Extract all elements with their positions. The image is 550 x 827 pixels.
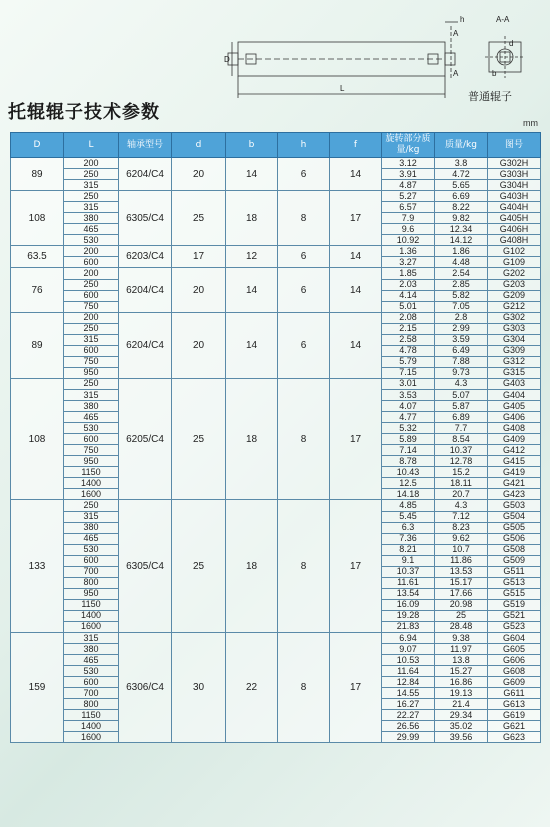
- cell-mass: 7.05: [435, 301, 488, 312]
- cell-L: 250: [64, 378, 119, 389]
- cell-rotating-mass: 3.91: [382, 169, 435, 180]
- cell-drawing-no: G406H: [488, 224, 541, 235]
- cell-L: 250: [64, 191, 119, 202]
- cell-L: 380: [64, 213, 119, 224]
- cell-L: 800: [64, 699, 119, 710]
- cell-L: 1600: [64, 732, 119, 743]
- cell-mass: 12.34: [435, 224, 488, 235]
- cell-mass: 9.38: [435, 633, 488, 644]
- cell-L: 600: [64, 257, 119, 268]
- cell-f: 14: [330, 268, 382, 312]
- cell-mass: 20.98: [435, 599, 488, 610]
- page-title: 托辊辊子技术参数: [8, 102, 160, 123]
- cell-drawing-no: G623: [488, 732, 541, 743]
- cell-h: 6: [278, 312, 330, 378]
- cell-drawing-no: G415: [488, 456, 541, 467]
- cell-L: 750: [64, 445, 119, 456]
- cell-rotating-mass: 5.79: [382, 356, 435, 367]
- cell-rotating-mass: 7.14: [382, 445, 435, 456]
- cell-L: 530: [64, 544, 119, 555]
- cell-mass: 20.7: [435, 489, 488, 500]
- cell-L: 1150: [64, 467, 119, 478]
- cell-L: 315: [64, 334, 119, 345]
- cell-rotating-mass: 3.27: [382, 257, 435, 268]
- cell-drawing-no: G403: [488, 378, 541, 389]
- cell-mass: 35.02: [435, 721, 488, 732]
- cell-h: 8: [278, 500, 330, 633]
- cell-rotating-mass: 26.56: [382, 721, 435, 732]
- cell-rotating-mass: 11.64: [382, 666, 435, 677]
- cell-rotating-mass: 4.85: [382, 500, 435, 511]
- cell-bearing: 6205/C4: [119, 378, 172, 500]
- cell-mass: 12.78: [435, 456, 488, 467]
- cell-bearing: 6204/C4: [119, 268, 172, 312]
- cell-drawing-no: G605: [488, 644, 541, 655]
- cell-drawing-no: G212: [488, 301, 541, 312]
- cell-rotating-mass: 3.12: [382, 158, 435, 169]
- dim-L-label: L: [340, 84, 345, 93]
- cell-mass: 4.3: [435, 378, 488, 389]
- cell-bearing: 6204/C4: [119, 312, 172, 378]
- cell-L: 700: [64, 688, 119, 699]
- cell-rotating-mass: 19.28: [382, 610, 435, 621]
- dim-D-label: D: [224, 55, 230, 64]
- cell-mass: 6.69: [435, 191, 488, 202]
- cell-L: 200: [64, 268, 119, 279]
- cell-mass: 28.48: [435, 621, 488, 632]
- cell-drawing-no: G403H: [488, 191, 541, 202]
- cell-L: 700: [64, 566, 119, 577]
- cell-f: 14: [330, 158, 382, 191]
- cell-L: 315: [64, 180, 119, 191]
- cell-D: 133: [11, 500, 64, 633]
- table-row: [11, 500, 541, 511]
- cell-mass: 9.73: [435, 367, 488, 378]
- cell-rotating-mass: 5.45: [382, 511, 435, 522]
- cell-L: 1600: [64, 621, 119, 632]
- cell-rotating-mass: 10.43: [382, 467, 435, 478]
- header-D: D: [11, 133, 64, 158]
- cell-mass: 5.65: [435, 180, 488, 191]
- cell-mass: 8.22: [435, 202, 488, 213]
- cell-drawing-no: G509: [488, 555, 541, 566]
- cell-h: 6: [278, 158, 330, 191]
- cell-b: 14: [226, 158, 278, 191]
- cell-drawing-no: G102: [488, 246, 541, 257]
- cell-mass: 2.54: [435, 268, 488, 279]
- cell-d: 20: [172, 312, 226, 378]
- cell-rotating-mass: 6.94: [382, 633, 435, 644]
- cell-f: 14: [330, 246, 382, 268]
- cell-rotating-mass: 2.03: [382, 279, 435, 290]
- cell-mass: 3.59: [435, 334, 488, 345]
- cell-f: 17: [330, 633, 382, 743]
- cell-mass: 11.86: [435, 555, 488, 566]
- cell-mass: 16.86: [435, 677, 488, 688]
- cell-rotating-mass: 4.87: [382, 180, 435, 191]
- header-d: d: [172, 133, 226, 158]
- cell-mass: 1.86: [435, 246, 488, 257]
- cell-rotating-mass: 29.99: [382, 732, 435, 743]
- cell-mass: 4.48: [435, 257, 488, 268]
- cell-b: 18: [226, 500, 278, 633]
- cell-d: 30: [172, 633, 226, 743]
- dim-h-label: h: [460, 15, 465, 24]
- cell-D: 63.5: [11, 246, 64, 268]
- cell-drawing-no: G304: [488, 334, 541, 345]
- cell-rotating-mass: 8.78: [382, 456, 435, 467]
- cell-mass: 19.13: [435, 688, 488, 699]
- cell-drawing-no: G405H: [488, 213, 541, 224]
- cell-L: 600: [64, 345, 119, 356]
- cell-L: 530: [64, 666, 119, 677]
- cell-drawing-no: G511: [488, 566, 541, 577]
- cell-rotating-mass: 9.07: [382, 644, 435, 655]
- cell-mass: 7.88: [435, 356, 488, 367]
- cell-f: 17: [330, 378, 382, 500]
- section-mark-A-bottom: A: [453, 69, 459, 78]
- cell-mass: 3.8: [435, 158, 488, 169]
- table-body: [11, 158, 541, 743]
- cell-D: 108: [11, 378, 64, 500]
- cell-L: 380: [64, 401, 119, 412]
- cell-mass: 15.27: [435, 666, 488, 677]
- cell-mass: 6.49: [435, 345, 488, 356]
- cell-drawing-no: G303: [488, 323, 541, 334]
- cell-L: 200: [64, 312, 119, 323]
- cell-h: 8: [278, 633, 330, 743]
- cell-drawing-no: G406: [488, 412, 541, 423]
- cell-L: 250: [64, 279, 119, 290]
- cell-drawing-no: G309: [488, 345, 541, 356]
- cell-mass: 4.3: [435, 500, 488, 511]
- cell-drawing-no: G505: [488, 522, 541, 533]
- cell-drawing-no: G408: [488, 423, 541, 434]
- cell-d: 25: [172, 500, 226, 633]
- cell-drawing-no: G419: [488, 467, 541, 478]
- cell-drawing-no: G608: [488, 666, 541, 677]
- cell-f: 17: [330, 191, 382, 246]
- cell-drawing-no: G609: [488, 677, 541, 688]
- cell-drawing-no: G503: [488, 500, 541, 511]
- cell-h: 6: [278, 268, 330, 312]
- cell-L: 1150: [64, 710, 119, 721]
- cell-rotating-mass: 12.84: [382, 677, 435, 688]
- cell-L: 600: [64, 290, 119, 301]
- cell-D: 76: [11, 268, 64, 312]
- table-header-row: [11, 133, 541, 158]
- cell-drawing-no: G621: [488, 721, 541, 732]
- cell-drawing-no: G604: [488, 633, 541, 644]
- cell-L: 465: [64, 533, 119, 544]
- cell-drawing-no: G304H: [488, 180, 541, 191]
- cell-mass: 18.11: [435, 478, 488, 489]
- cell-mass: 2.99: [435, 323, 488, 334]
- cell-L: 530: [64, 423, 119, 434]
- cell-L: 250: [64, 500, 119, 511]
- header-h: h: [278, 133, 330, 158]
- cell-drawing-no: G315: [488, 367, 541, 378]
- cell-mass: 21.4: [435, 699, 488, 710]
- cell-h: 6: [278, 246, 330, 268]
- cell-rotating-mass: 9.6: [382, 224, 435, 235]
- cell-d: 20: [172, 158, 226, 191]
- cell-mass: 15.17: [435, 577, 488, 588]
- cell-bearing: 6306/C4: [119, 633, 172, 743]
- cell-rotating-mass: 16.09: [382, 599, 435, 610]
- cell-mass: 4.72: [435, 169, 488, 180]
- cell-L: 530: [64, 235, 119, 246]
- cell-mass: 11.97: [435, 644, 488, 655]
- cell-rotating-mass: 12.5: [382, 478, 435, 489]
- cell-drawing-no: G506: [488, 533, 541, 544]
- header-L: L: [64, 133, 119, 158]
- cell-L: 1150: [64, 599, 119, 610]
- cell-rotating-mass: 4.77: [382, 412, 435, 423]
- cell-drawing-no: G302: [488, 312, 541, 323]
- cell-mass: 13.8: [435, 655, 488, 666]
- cell-rotating-mass: 7.15: [382, 367, 435, 378]
- cell-drawing-no: G521: [488, 610, 541, 621]
- cell-drawing-no: G519: [488, 599, 541, 610]
- cell-rotating-mass: 8.21: [382, 544, 435, 555]
- cell-L: 250: [64, 169, 119, 180]
- cell-rotating-mass: 7.9: [382, 213, 435, 224]
- cell-mass: 14.12: [435, 235, 488, 246]
- cell-mass: 9.82: [435, 213, 488, 224]
- cell-rotating-mass: 9.1: [382, 555, 435, 566]
- cell-drawing-no: G109: [488, 257, 541, 268]
- cell-drawing-no: G408H: [488, 235, 541, 246]
- cell-D: 159: [11, 633, 64, 743]
- cell-L: 250: [64, 323, 119, 334]
- cell-b: 18: [226, 191, 278, 246]
- cell-mass: 2.85: [435, 279, 488, 290]
- cell-rotating-mass: 2.15: [382, 323, 435, 334]
- cell-rotating-mass: 21.83: [382, 621, 435, 632]
- cell-drawing-no: G203: [488, 279, 541, 290]
- cell-L: 1400: [64, 721, 119, 732]
- cell-rotating-mass: 6.57: [382, 202, 435, 213]
- table-row: [11, 268, 541, 279]
- cell-L: 315: [64, 633, 119, 644]
- cell-rotating-mass: 16.27: [382, 699, 435, 710]
- shaft-end-right: [445, 53, 455, 65]
- table-row: [11, 246, 541, 257]
- cell-rotating-mass: 2.08: [382, 312, 435, 323]
- cell-mass: 9.62: [435, 533, 488, 544]
- cell-mass: 29.34: [435, 710, 488, 721]
- cell-drawing-no: G404H: [488, 202, 541, 213]
- cell-rotating-mass: 4.14: [382, 290, 435, 301]
- cell-L: 315: [64, 202, 119, 213]
- cell-L: 950: [64, 456, 119, 467]
- cell-drawing-no: G613: [488, 699, 541, 710]
- table-row: [11, 378, 541, 389]
- roller-drawing: [0, 0, 550, 100]
- cell-mass: 39.56: [435, 732, 488, 743]
- section-mark-A-top: A: [453, 29, 459, 38]
- cell-mass: 10.7: [435, 544, 488, 555]
- cell-rotating-mass: 14.55: [382, 688, 435, 699]
- cell-mass: 6.89: [435, 412, 488, 423]
- cell-drawing-no: G404: [488, 389, 541, 400]
- table-row: [11, 633, 541, 644]
- cell-drawing-no: G209: [488, 290, 541, 301]
- cell-mass: 5.87: [435, 401, 488, 412]
- cell-drawing-no: G611: [488, 688, 541, 699]
- cell-drawing-no: G421: [488, 478, 541, 489]
- cell-L: 315: [64, 389, 119, 400]
- cell-mass: 8.54: [435, 434, 488, 445]
- cell-L: 465: [64, 412, 119, 423]
- cell-L: 800: [64, 577, 119, 588]
- cell-drawing-no: G312: [488, 356, 541, 367]
- cell-mass: 5.07: [435, 389, 488, 400]
- cell-drawing-no: G409: [488, 434, 541, 445]
- cell-rotating-mass: 1.36: [382, 246, 435, 257]
- cell-L: 750: [64, 301, 119, 312]
- cell-mass: 7.12: [435, 511, 488, 522]
- cell-rotating-mass: 6.3: [382, 522, 435, 533]
- cell-L: 750: [64, 356, 119, 367]
- cell-bearing: 6305/C4: [119, 191, 172, 246]
- cell-rotating-mass: 5.89: [382, 434, 435, 445]
- header-rotating-mass: 旋转部分质量/kg: [382, 133, 435, 158]
- cell-L: 600: [64, 434, 119, 445]
- cell-b: 18: [226, 378, 278, 500]
- cell-L: 380: [64, 644, 119, 655]
- cell-bearing: 6204/C4: [119, 158, 172, 191]
- cell-rotating-mass: 1.85: [382, 268, 435, 279]
- cell-L: 465: [64, 655, 119, 666]
- cell-h: 8: [278, 378, 330, 500]
- cell-b: 12: [226, 246, 278, 268]
- cell-L: 380: [64, 522, 119, 533]
- table-row: [11, 312, 541, 323]
- cell-L: 950: [64, 588, 119, 599]
- cell-D: 89: [11, 312, 64, 378]
- cell-drawing-no: G504: [488, 511, 541, 522]
- cell-h: 8: [278, 191, 330, 246]
- cell-rotating-mass: 11.61: [382, 577, 435, 588]
- cell-rotating-mass: 4.07: [382, 401, 435, 412]
- cell-drawing-no: G202: [488, 268, 541, 279]
- cell-L: 600: [64, 555, 119, 566]
- cell-L: 1400: [64, 478, 119, 489]
- cell-f: 14: [330, 312, 382, 378]
- dim-d-label: d: [509, 39, 514, 48]
- cell-L: 200: [64, 246, 119, 257]
- table-row: [11, 191, 541, 202]
- header-drawing-no: 图号: [488, 133, 541, 158]
- cell-rotating-mass: 14.18: [382, 489, 435, 500]
- cell-L: 465: [64, 224, 119, 235]
- header-b: b: [226, 133, 278, 158]
- cell-d: 25: [172, 191, 226, 246]
- cell-drawing-no: G405: [488, 401, 541, 412]
- section-title: A-A: [496, 15, 510, 24]
- cell-mass: 10.37: [435, 445, 488, 456]
- cell-f: 17: [330, 500, 382, 633]
- cell-mass: 15.2: [435, 467, 488, 478]
- cell-d: 25: [172, 378, 226, 500]
- cell-rotating-mass: 10.53: [382, 655, 435, 666]
- cell-mass: 8.23: [435, 522, 488, 533]
- dim-b-label: b: [492, 69, 497, 78]
- cell-drawing-no: G303H: [488, 169, 541, 180]
- cell-d: 20: [172, 268, 226, 312]
- cell-drawing-no: G302H: [488, 158, 541, 169]
- cell-D: 89: [11, 158, 64, 191]
- cell-drawing-no: G523: [488, 621, 541, 632]
- diagram-caption: 普通辊子: [468, 90, 512, 103]
- cell-mass: 13.53: [435, 566, 488, 577]
- cell-mass: 5.82: [435, 290, 488, 301]
- cell-rotating-mass: 7.36: [382, 533, 435, 544]
- cell-L: 315: [64, 511, 119, 522]
- cell-mass: 25: [435, 610, 488, 621]
- cell-rotating-mass: 3.53: [382, 389, 435, 400]
- cell-rotating-mass: 13.54: [382, 588, 435, 599]
- cell-rotating-mass: 5.32: [382, 423, 435, 434]
- cell-drawing-no: G508: [488, 544, 541, 555]
- header-mass: 质量/kg: [435, 133, 488, 158]
- cell-L: 1400: [64, 610, 119, 621]
- cell-L: 200: [64, 158, 119, 169]
- cell-drawing-no: G619: [488, 710, 541, 721]
- cell-mass: 2.8: [435, 312, 488, 323]
- cell-drawing-no: G606: [488, 655, 541, 666]
- cell-L: 600: [64, 677, 119, 688]
- cell-rotating-mass: 10.92: [382, 235, 435, 246]
- unit-label: mm: [523, 118, 538, 128]
- cell-rotating-mass: 5.01: [382, 301, 435, 312]
- cell-bearing: 6305/C4: [119, 500, 172, 633]
- cell-mass: 7.7: [435, 423, 488, 434]
- cell-drawing-no: G513: [488, 577, 541, 588]
- cell-L: 950: [64, 367, 119, 378]
- cell-d: 17: [172, 246, 226, 268]
- cell-rotating-mass: 2.58: [382, 334, 435, 345]
- cell-drawing-no: G515: [488, 588, 541, 599]
- cell-b: 14: [226, 268, 278, 312]
- cell-rotating-mass: 10.37: [382, 566, 435, 577]
- cell-b: 14: [226, 312, 278, 378]
- cell-rotating-mass: 5.27: [382, 191, 435, 202]
- cell-rotating-mass: 22.27: [382, 710, 435, 721]
- cell-mass: 17.66: [435, 588, 488, 599]
- cell-rotating-mass: 3.01: [382, 378, 435, 389]
- cell-D: 108: [11, 191, 64, 246]
- cell-drawing-no: G412: [488, 445, 541, 456]
- cell-L: 1600: [64, 489, 119, 500]
- cell-bearing: 6203/C4: [119, 246, 172, 268]
- header-bearing: 轴承型号: [119, 133, 172, 158]
- header-f: f: [330, 133, 382, 158]
- roller-spec-table: [10, 132, 541, 743]
- table-row: [11, 158, 541, 169]
- cell-rotating-mass: 4.78: [382, 345, 435, 356]
- cell-b: 22: [226, 633, 278, 743]
- cell-drawing-no: G423: [488, 489, 541, 500]
